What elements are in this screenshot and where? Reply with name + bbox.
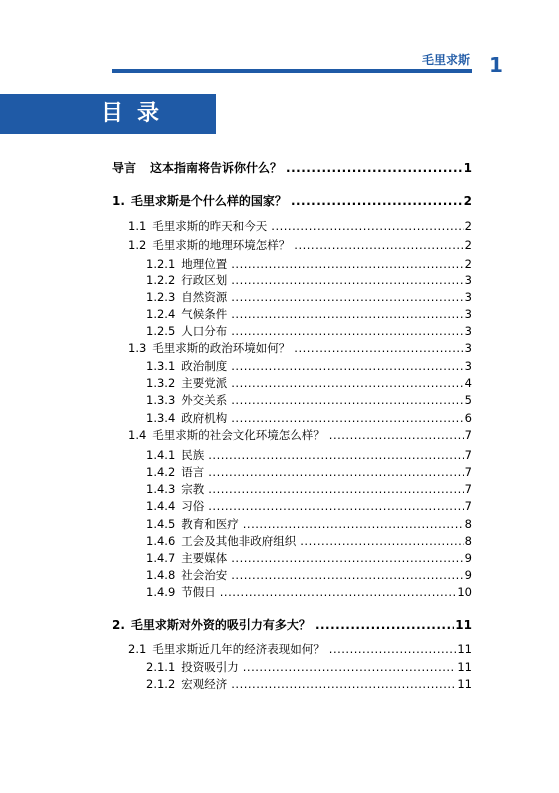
toc-entry-page: 11 [457,660,472,674]
toc-leader-dots [231,256,463,272]
running-head-title: 毛里求斯 [421,53,470,67]
toc-entry-number: 1.4.7 [146,551,176,565]
toc-entry[interactable] [146,498,472,514]
toc-entry-number: 1.4.8 [146,568,176,582]
toc-entry-number: 1.2.3 [146,290,176,304]
toc-entry[interactable] [146,375,472,391]
toc-entry[interactable] [146,410,472,426]
toc-entry-number: 1.4.1 [146,448,176,462]
toc-entry-page: 11 [455,618,472,632]
toc-leader-dots [231,567,463,583]
toc-entry-title: 行政区划 [181,273,228,287]
toc-leader-dots [231,358,463,374]
toc-entry-page: 8 [464,517,472,531]
toc-entry[interactable] [146,306,472,322]
toc-entry-number: 1.3.4 [146,411,176,425]
toc-entry-title: 主要媒体 [181,551,228,565]
toc-leader-dots [231,306,463,322]
toc-leader-dots [231,323,463,339]
toc-entry-title: 投资吸引力 [181,660,239,674]
toc-entry[interactable] [112,193,472,209]
toc-leader-dots [271,218,463,234]
toc-leader-dots [231,272,463,288]
toc-entry-page: 7 [464,448,472,462]
toc-entry-title: 宗教 [181,482,205,496]
toc-leader-dots [231,289,463,305]
toc-entry-number: 1.2.2 [146,273,176,287]
toc-entry[interactable] [146,272,472,288]
toc-leader-dots [208,481,463,497]
toc-entry-number: 1.3.2 [146,376,176,390]
toc-entry-number: 1.2 [128,238,147,252]
toc-entry-title: 工会及其他非政府组织 [181,534,297,548]
toc-leader-dots [300,533,463,549]
toc-entry-page: 3 [464,290,472,304]
toc-entry-number: 1.4.6 [146,534,176,548]
toc-entry-title: 节假日 [181,585,216,599]
toc-entry[interactable] [146,676,472,692]
toc-leader-dots [243,516,464,532]
toc-entry-title: 人口分布 [181,324,228,338]
toc-entry-page: 8 [464,534,472,548]
toc-entry[interactable] [146,567,472,583]
toc-entry-page: 10 [457,585,472,599]
toc-entry[interactable] [146,323,472,339]
toc-entry-number: 1.4.4 [146,499,176,513]
toc-entry-page: 4 [464,376,472,390]
toc-entry-page: 9 [464,568,472,582]
toc-entry-page: 5 [464,393,472,407]
toc-leader-dots [243,659,457,675]
toc-entry-number: 1.4.9 [146,585,176,599]
toc-entry[interactable] [146,516,472,532]
toc-entry-title: 民族 [181,448,205,462]
toc-leader-dots [294,237,463,253]
toc-entry-title: 自然资源 [181,290,228,304]
toc-entry-number: 1.4 [128,428,147,442]
toc-entry-page: 2 [464,257,472,271]
toc-entry-title: 这本指南将告诉你什么？ [150,161,283,175]
toc-entry-title: 地理位置 [181,257,228,271]
toc-leader-dots [208,498,463,514]
toc-entry-number: 1.3 [128,341,147,355]
toc-leader-dots [329,641,457,657]
toc-entry-title: 气候条件 [181,307,228,321]
toc-entry[interactable] [128,237,472,253]
toc-entry[interactable] [146,447,472,463]
toc-leader-dots [294,340,463,356]
toc-entry-number: 导言 [112,161,137,175]
toc-entry[interactable] [128,340,472,356]
toc-entry-page: 7 [464,482,472,496]
toc-entry-title: 外交关系 [181,393,228,407]
toc-entry-number: 1.2.5 [146,324,176,338]
toc-entry[interactable] [112,617,472,633]
toc-leader-dots [231,676,456,692]
toc-leader-dots [208,447,463,463]
toc-leader-dots [291,193,463,209]
toc-entry-title: 社会治安 [181,568,228,582]
toc-leader-dots [329,427,464,443]
toc-entry-page: 3 [464,359,472,373]
toc-entry-number: 2.1.2 [146,677,176,691]
toc-entry-page: 9 [464,551,472,565]
toc-entry[interactable] [146,659,472,675]
toc-entry-page: 7 [464,428,472,442]
toc-entry-number: 1.3.1 [146,359,176,373]
toc-entry[interactable] [128,218,472,234]
toc-entry-title: 毛里求斯的社会文化环境怎么样？ [152,428,325,442]
toc-entry-title: 毛里求斯对外资的吸引力有多大？ [130,618,311,632]
toc-entry-page: 11 [457,677,472,691]
toc-entry-page: 1 [463,161,472,175]
toc-entry-number: 1.4.2 [146,465,176,479]
toc-leader-dots [231,410,463,426]
toc-entry-page: 2 [463,194,472,208]
toc-entry[interactable] [146,481,472,497]
toc-entry-page: 7 [464,465,472,479]
toc-entry-title: 毛里求斯的政治环境如何？ [152,341,291,355]
toc-entry-title: 教育和医疗 [181,517,239,531]
toc-entry-page: 3 [464,324,472,338]
toc-heading-banner: 目录 [0,94,216,134]
toc-entry-page: 7 [464,499,472,513]
toc-entry-number: 1. [112,194,125,208]
toc-entry-title: 毛里求斯的昨天和今天 [152,219,268,233]
toc-entry[interactable] [146,358,472,374]
toc-entry-number: 1.4.3 [146,482,176,496]
toc-entry-number: 2.1 [128,642,147,656]
toc-entry-page: 3 [464,341,472,355]
toc-entry-page: 6 [464,411,472,425]
toc-entry-title: 毛里求斯是个什么样的国家？ [130,194,287,208]
toc-entry[interactable] [146,533,472,549]
toc-leader-dots [220,584,457,600]
toc-entry-page: 3 [464,307,472,321]
toc-entry-title: 主要党派 [181,376,228,390]
toc-entry-page: 11 [457,642,472,656]
page-number: 1 [489,53,503,77]
toc-leader-dots [231,375,463,391]
toc-entry-title: 宏观经济 [181,677,228,691]
toc-leader-dots [231,392,463,408]
toc-leader-dots [231,550,463,566]
toc-entry-number: 2.1.1 [146,660,176,674]
toc-entry-number: 1.1 [128,219,147,233]
toc-entry-number: 1.2.1 [146,257,176,271]
toc-entry-title: 毛里求斯近几年的经济表现如何？ [152,642,325,656]
toc-entry-page: 2 [464,238,472,252]
toc-entry[interactable] [146,256,472,272]
toc-entry[interactable] [128,427,472,443]
toc-entry-title: 语言 [181,465,205,479]
toc-entry-title: 习俗 [181,499,205,513]
toc-entry[interactable] [146,392,472,408]
toc-entry-title: 政治制度 [181,359,228,373]
toc-entry-number: 1.3.3 [146,393,176,407]
toc-entry-number: 2. [112,618,125,632]
toc-entry[interactable] [146,289,472,305]
toc-entry-title: 毛里求斯的地理环境怎样？ [152,238,291,252]
toc-entry-number: 1.2.4 [146,307,176,321]
toc-leader-dots [208,464,463,480]
toc-entry-title: 政府机构 [181,411,228,425]
toc-entry[interactable] [146,464,472,480]
toc-entry-page: 3 [464,273,472,287]
toc-entry-page: 2 [464,219,472,233]
toc-entry[interactable] [146,550,472,566]
toc-leader-dots [315,617,454,633]
toc-entry[interactable] [112,160,472,176]
toc-entry[interactable] [128,641,472,657]
toc-entry[interactable] [146,584,472,600]
toc-entry-number: 1.4.5 [146,517,176,531]
toc-leader-dots [286,160,463,176]
